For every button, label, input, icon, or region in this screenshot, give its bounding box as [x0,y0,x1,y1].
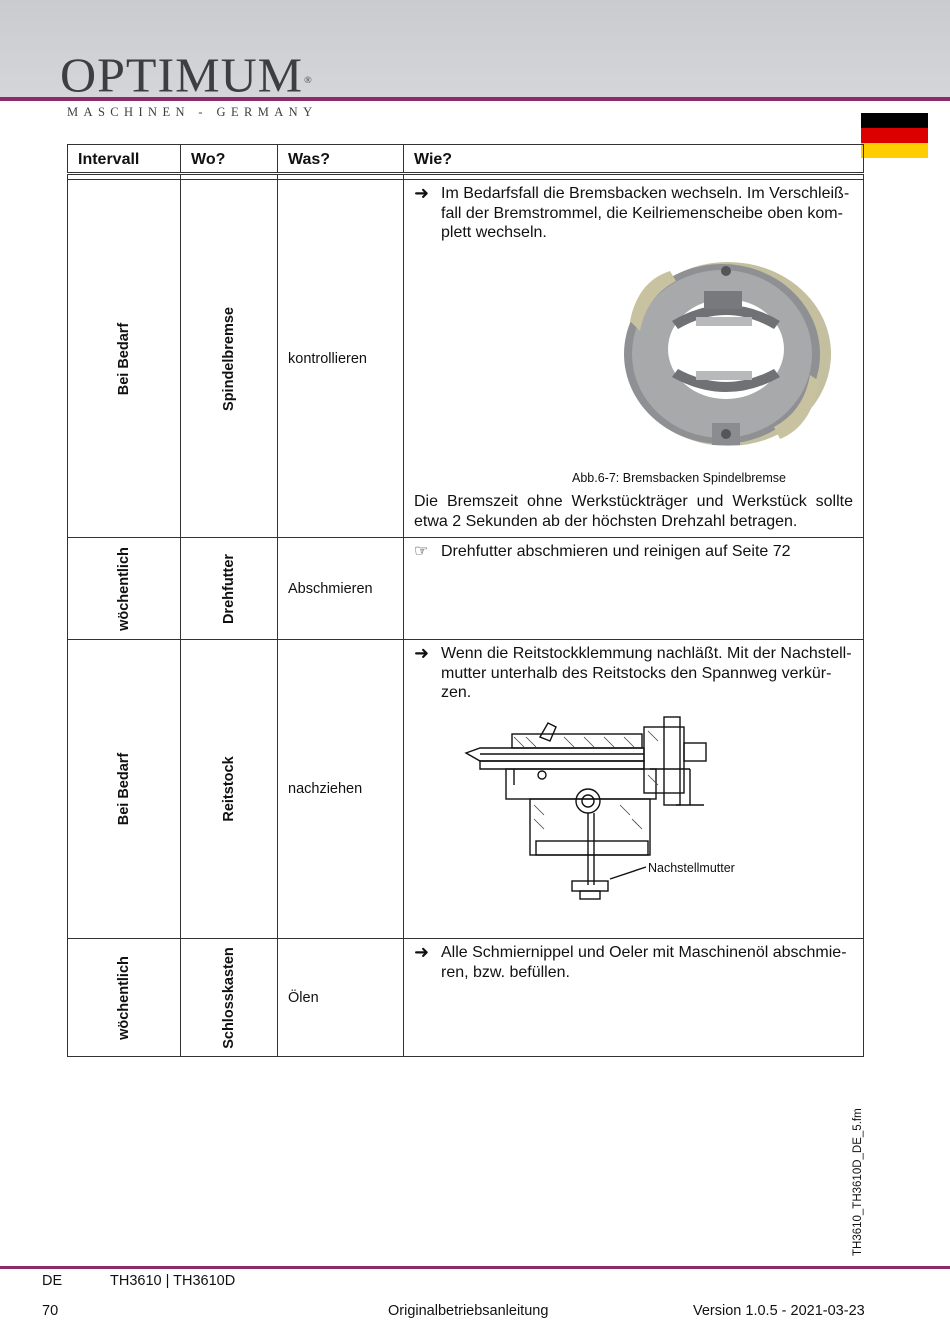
tailstock-section-diagram [414,709,854,907]
arrow-right-icon: ➜ [414,643,430,663]
cell-intervall: Bei Bedarf [68,640,181,939]
table-row [68,538,864,640]
cell-wie [404,640,864,939]
instruction: ➜ Wenn die Reitstockklemmung nachläßt. Mit der Nachstell-mutter unterhalb des Reitstocks den Spannweg verkür-zen. [414,643,852,701]
callout-nachstellmutter: Nachstellmutter [648,860,735,875]
arrow-right-icon: ➜ [414,183,430,203]
footer-version: Version 1.0.5 - 2021-03-23 [693,1303,865,1319]
table-header-row [68,145,864,174]
cell-wie [404,939,864,1057]
footer-document-title: Originalbetriebsanleitung [388,1303,549,1319]
brake-time-note: Die Bremszeit ohne Werkstückträger und Werkstück sollte etwa 2 Sekunden ab der höchsten Drehzahl betragen. [414,493,853,530]
footer-rule [0,1266,950,1269]
cell-wo: Drehfutter [181,538,278,640]
footer-model: TH3610 | TH3610D [110,1273,236,1289]
header-was: Was? [278,145,404,174]
cell-wo: Reitstock [181,640,278,939]
cell-wie [404,538,864,640]
header-wie: Wie? [404,145,864,174]
header-wo: Wo? [181,145,278,174]
figure-caption: Abb.6-7: Bremsbacken Spindelbremse [572,470,787,485]
german-flag-icon [861,113,928,158]
table-row [68,180,864,538]
cell-was: nachziehen [278,640,404,939]
brake-shoe-illustration [414,251,854,461]
cell-intervall: wöchentlich [68,939,181,1057]
cell-was: Abschmieren [278,538,404,640]
table-row [68,640,864,939]
cell-intervall: wöchentlich [68,538,181,640]
table-row [68,939,864,1057]
instruction: ➜ Im Bedarfsfall die Bremsbacken wechseln. Im Verschleiß-fall der Bremstrommel, die Keilriemenscheibe oben kom-plett wechseln. [414,183,850,241]
arrow-right-icon: ➜ [414,942,430,962]
footer-language: DE [42,1273,63,1289]
footer-page-number: 70 [42,1303,59,1319]
header-intervall: Intervall [68,145,181,174]
cell-wie [404,180,864,538]
cell-intervall: Bei Bedarf [68,180,181,538]
maintenance-table [67,144,864,1057]
pointing-hand-icon: ☞ [414,543,429,560]
page-reference: ☞ Drehfutter abschmieren und reinigen auf Seite 72 [414,543,791,560]
brand-tagline: MASCHINEN - GERMANY [67,105,318,119]
cell-wo: Schlosskasten [181,939,278,1057]
cell-wo: Spindelbremse [181,180,278,538]
brand-logo: OPTIMUM® [60,47,313,103]
instruction: ➜ Alle Schmiernippel und Oeler mit Maschinenöl abschmie-ren, bzw. befüllen. [414,942,847,981]
tailstock-drawing [414,709,854,907]
cell-was: Ölen [278,939,404,1057]
cell-was: kontrollieren [278,180,404,538]
source-file-label: TH3610_TH3610D_DE_5.fm [852,1108,864,1256]
